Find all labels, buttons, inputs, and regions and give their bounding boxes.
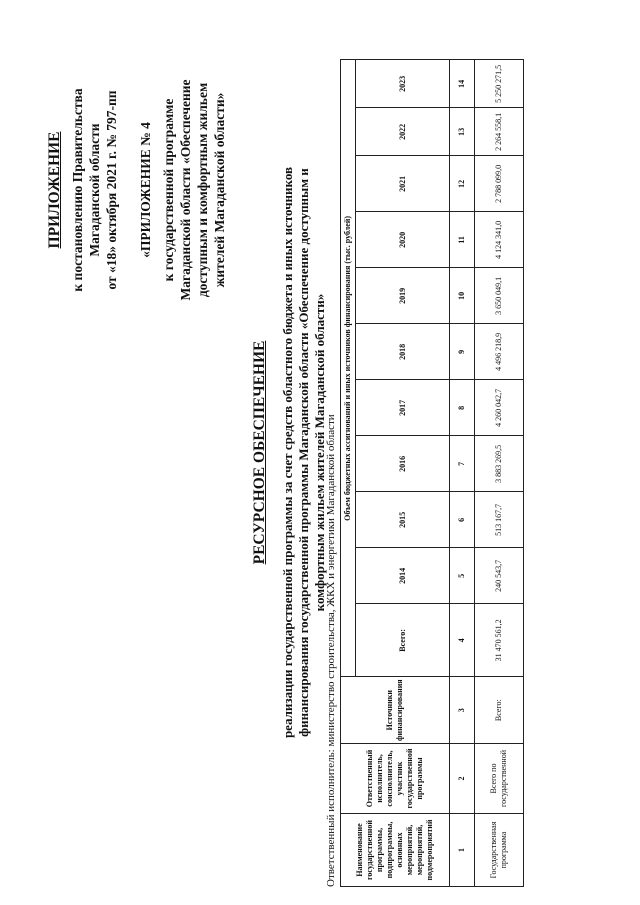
header-year: 2015 [356, 492, 450, 548]
header-year: 2020 [356, 212, 450, 268]
decree-line-1: к постановлению Правительства [70, 88, 85, 292]
header-year: 2019 [356, 268, 450, 324]
row-value: 3 650 049,1 [475, 268, 524, 324]
column-number: 6 [450, 492, 475, 548]
responsible-executor: Ответственный исполнитель: министерство строительства, ЖКХ и энергетики Магаданской области [325, 414, 337, 887]
header-source: Источники финансирования [341, 677, 450, 744]
title-line-2: финансирования государственной программы Магаданской области «Обеспечение доступным и [296, 168, 311, 737]
decree-line-2: Магаданской области [87, 123, 102, 257]
column-number: 4 [450, 604, 475, 677]
table-row [475, 60, 524, 887]
column-number: 11 [450, 212, 475, 268]
header-volume-group: Объем бюджетных ассигнований и иных источников финансирования (тыс. рублей) [341, 60, 356, 677]
row-value: 5 250 271,5 [475, 60, 524, 108]
row-source: Всего: [475, 677, 524, 744]
table-header-row [341, 60, 356, 887]
header-name: Наименование государственной программы, подпрограммы, основных мероприятий, мероприятий, подмероприятий [341, 814, 450, 887]
column-number: 7 [450, 436, 475, 492]
row-value: 4 124 341,0 [475, 212, 524, 268]
column-number: 9 [450, 324, 475, 380]
appendix-header [46, 30, 228, 350]
row-value: 4 260 042,7 [475, 380, 524, 436]
row-value: 3 883 269,5 [475, 436, 524, 492]
column-number: 8 [450, 380, 475, 436]
header-year: 2021 [356, 156, 450, 212]
column-number: 12 [450, 156, 475, 212]
row-name: Государственная программа [475, 814, 524, 887]
row-value: 2 788 099,0 [475, 156, 524, 212]
row-executor: Всего по государственной [475, 744, 524, 814]
column-number: 14 [450, 60, 475, 108]
row-total: 31 470 561,2 [475, 604, 524, 677]
header-executor: Ответственный исполнитель, соисполнитель, участник государственной программы [341, 744, 450, 814]
row-value: 4 496 218,9 [475, 324, 524, 380]
header-year: 2022 [356, 108, 450, 156]
row-value: 240 543,7 [475, 548, 524, 604]
column-number: 2 [450, 744, 475, 814]
column-number: 13 [450, 108, 475, 156]
program-line-4: жителей Магаданской области» [212, 92, 227, 288]
header-year: 2018 [356, 324, 450, 380]
header-year: 2016 [356, 436, 450, 492]
header-year: 2017 [356, 380, 450, 436]
header-total: Всего: [356, 604, 450, 677]
program-line-1: к государственной программе [161, 98, 176, 282]
column-number: 10 [450, 268, 475, 324]
document-title-block [250, 60, 328, 845]
row-value: 513 167,7 [475, 492, 524, 548]
header-year: 2014 [356, 548, 450, 604]
header-year: 2023 [356, 60, 450, 108]
title-line-1: реализации государственной программы за счет средств областного бюджета и иных источников [280, 166, 295, 739]
appendix-title: ПРИЛОЖЕНИЕ [46, 131, 63, 249]
decree-line-3: от «18» октября 2021 г. № 797-пп [104, 90, 119, 290]
column-number: 5 [450, 548, 475, 604]
column-number-row [450, 60, 475, 887]
resource-table [340, 59, 524, 887]
row-value: 2 264 558,1 [475, 108, 524, 156]
title-line-3: комфортным жильем жителей Магаданской области» [312, 293, 327, 612]
program-line-3: доступным и комфортным жильем [195, 82, 210, 298]
document-title: РЕСУРСНОЕ ОБЕСПЕЧЕНИЕ [251, 340, 268, 565]
appendix-4-title: «ПРИЛОЖЕНИЕ № 4 [138, 122, 153, 258]
column-number: 1 [450, 814, 475, 887]
program-line-2: Магаданской области «Обеспечение [178, 79, 193, 301]
column-number: 3 [450, 677, 475, 744]
